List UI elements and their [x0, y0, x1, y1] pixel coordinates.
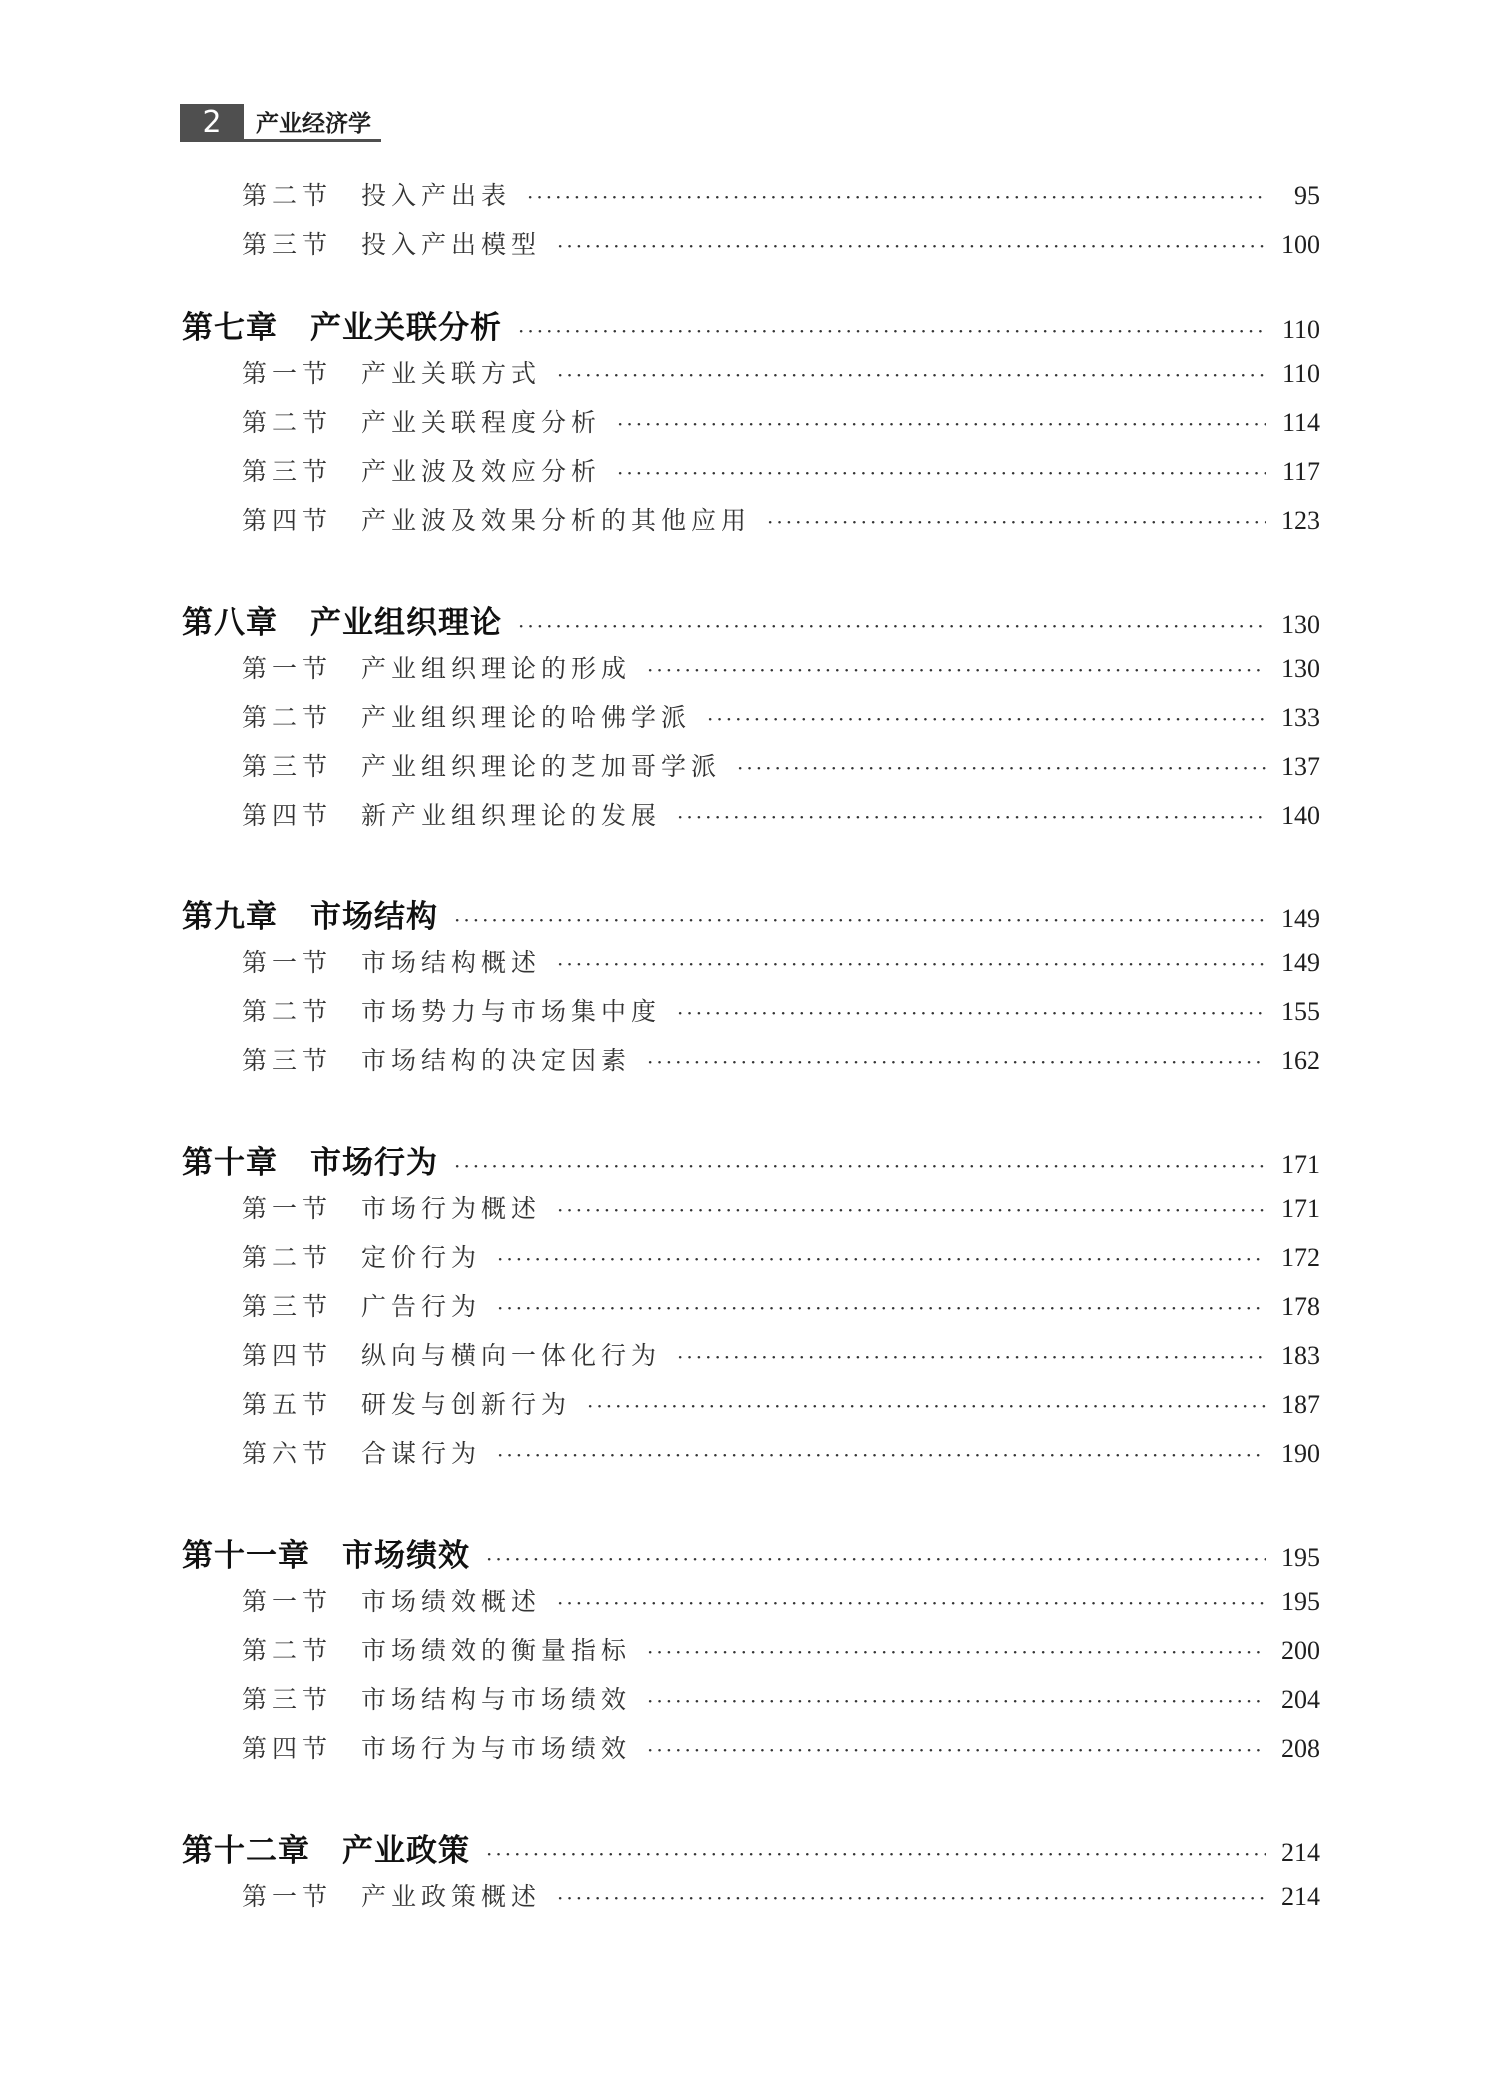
toc-section-row[interactable]	[242, 1287, 1320, 1323]
toc-section-row[interactable]	[242, 943, 1320, 979]
section-title: 市场行为概述	[361, 1194, 542, 1223]
section-title: 产业政策概述	[361, 1882, 542, 1911]
page-ref: 155	[1281, 997, 1320, 1026]
section-title: 产业波及效应分析	[361, 457, 602, 486]
page-ref: 195	[1281, 1543, 1320, 1572]
section-title: 产业组织理论的形成	[361, 654, 632, 683]
page-ref: 171	[1281, 1150, 1320, 1179]
page-ref: 100	[1281, 230, 1320, 259]
section-number: 第三节	[242, 1685, 333, 1714]
page-ref: 149	[1281, 948, 1320, 977]
section-title: 合谋行为	[361, 1439, 482, 1468]
dot-leader	[486, 1844, 1266, 1864]
section-title: 市场结构与市场绩效	[361, 1685, 632, 1714]
toc-section-row[interactable]	[242, 225, 1320, 261]
toc-section-row[interactable]	[242, 1238, 1320, 1274]
toc-section-row[interactable]	[242, 1729, 1320, 1765]
page-ref: 162	[1281, 1046, 1320, 1075]
toc-section-row[interactable]	[242, 403, 1320, 439]
dot-leader	[454, 910, 1266, 930]
dot-leader	[647, 1642, 1266, 1662]
toc-section-row[interactable]	[242, 1877, 1320, 1913]
page-ref: 130	[1281, 610, 1320, 639]
toc-section-row[interactable]	[242, 501, 1320, 537]
section-number: 第二节	[242, 181, 333, 210]
toc-section-row[interactable]	[242, 354, 1320, 390]
dot-leader	[587, 1396, 1266, 1416]
section-number: 第二节	[242, 997, 333, 1026]
dot-leader	[677, 807, 1266, 827]
dot-leader	[527, 187, 1266, 207]
page-ref: 172	[1281, 1243, 1320, 1272]
dot-leader	[647, 1740, 1266, 1760]
toc-section-row[interactable]	[242, 1336, 1320, 1372]
section-number: 第三节	[242, 1046, 333, 1075]
toc-section-row[interactable]	[242, 698, 1320, 734]
section-title: 纵向与横向一体化行为	[361, 1341, 662, 1370]
toc-section-row[interactable]	[242, 452, 1320, 488]
section-number: 第二节	[242, 1243, 333, 1272]
section-title: 投入产出模型	[361, 230, 542, 259]
toc-section-row[interactable]	[242, 1680, 1320, 1716]
section-title: 投入产出表	[361, 181, 512, 210]
chapter-title: 市场行为	[310, 1145, 438, 1181]
chapter-title: 产业关联分析	[310, 310, 502, 346]
toc-section-row[interactable]	[242, 992, 1320, 1028]
dot-leader	[617, 414, 1266, 434]
page-ref: 190	[1281, 1439, 1320, 1468]
section-title: 产业组织理论的芝加哥学派	[361, 752, 722, 781]
chapter-number: 第八章	[182, 605, 278, 641]
chapter-number: 第九章	[182, 899, 278, 935]
chapter-title: 产业组织理论	[310, 605, 502, 641]
dot-leader	[677, 1347, 1266, 1367]
dot-leader	[557, 1888, 1266, 1908]
toc-section-row[interactable]	[242, 1631, 1320, 1667]
section-number: 第一节	[242, 359, 333, 388]
chapter-number: 第十章	[182, 1145, 278, 1181]
section-title: 定价行为	[361, 1243, 482, 1272]
chapter-title: 产业政策	[342, 1833, 470, 1869]
dot-leader	[518, 321, 1266, 341]
dot-leader	[767, 512, 1266, 532]
section-number: 第二节	[242, 408, 333, 437]
dot-leader	[486, 1549, 1266, 1569]
section-title: 广告行为	[361, 1292, 482, 1321]
dot-leader	[707, 709, 1266, 729]
dot-leader	[557, 1593, 1266, 1613]
page-header	[180, 104, 381, 142]
toc-section-row[interactable]	[242, 649, 1320, 685]
toc-section-row[interactable]	[242, 1434, 1320, 1470]
book-title: 产业经济学	[244, 104, 381, 142]
toc-section-row[interactable]	[242, 747, 1320, 783]
section-number: 第一节	[242, 1882, 333, 1911]
section-title: 市场行为与市场绩效	[361, 1734, 632, 1763]
toc-section-row[interactable]	[242, 1385, 1320, 1421]
section-title: 市场结构的决定因素	[361, 1046, 632, 1075]
section-number: 第三节	[242, 752, 333, 781]
page-ref: 140	[1281, 801, 1320, 830]
page-ref: 123	[1281, 506, 1320, 535]
dot-leader	[677, 1003, 1266, 1023]
section-number: 第四节	[242, 1341, 333, 1370]
page-ref: 208	[1281, 1734, 1320, 1763]
section-title: 产业组织理论的哈佛学派	[361, 703, 692, 732]
page-ref: 110	[1281, 359, 1320, 388]
dot-leader	[647, 1691, 1266, 1711]
dot-leader	[737, 758, 1266, 778]
section-number: 第四节	[242, 1734, 333, 1763]
toc-chapter-row[interactable]	[182, 1825, 1320, 1870]
dot-leader	[497, 1298, 1266, 1318]
dot-leader	[557, 954, 1266, 974]
toc-chapter-row[interactable]	[182, 1530, 1320, 1575]
page-ref: 114	[1281, 408, 1320, 437]
section-title: 产业关联程度分析	[361, 408, 602, 437]
page-ref: 187	[1281, 1390, 1320, 1419]
section-title: 市场结构概述	[361, 948, 542, 977]
page-ref: 95	[1294, 181, 1320, 210]
toc-section-row[interactable]	[242, 796, 1320, 832]
section-title: 研发与创新行为	[361, 1390, 572, 1419]
section-title: 市场势力与市场集中度	[361, 997, 662, 1026]
page-number: 2	[180, 104, 244, 142]
toc-chapter-row[interactable]	[182, 1137, 1320, 1182]
section-number: 第一节	[242, 654, 333, 683]
dot-leader	[518, 616, 1266, 636]
dot-leader	[647, 660, 1266, 680]
page-ref: 149	[1281, 904, 1320, 933]
page-ref: 183	[1281, 1341, 1320, 1370]
section-number: 第三节	[242, 457, 333, 486]
page-ref: 214	[1281, 1838, 1320, 1867]
section-number: 第二节	[242, 703, 333, 732]
chapter-number: 第十一章	[182, 1538, 310, 1574]
chapter-title: 市场结构	[310, 899, 438, 935]
page-ref: 117	[1281, 457, 1320, 486]
toc-chapter-row[interactable]	[182, 302, 1320, 347]
page-ref: 178	[1281, 1292, 1320, 1321]
toc-section-row[interactable]	[242, 1189, 1320, 1225]
section-title: 市场绩效的衡量指标	[361, 1636, 632, 1665]
page-ref: 137	[1281, 752, 1320, 781]
page-ref: 133	[1281, 703, 1320, 732]
page-ref: 195	[1281, 1587, 1320, 1616]
section-number: 第一节	[242, 1194, 333, 1223]
section-number: 第六节	[242, 1439, 333, 1468]
page-ref: 204	[1281, 1685, 1320, 1714]
dot-leader	[557, 365, 1266, 385]
chapter-number: 第十二章	[182, 1833, 310, 1869]
section-title: 新产业组织理论的发展	[361, 801, 662, 830]
toc-section-row[interactable]	[242, 1582, 1320, 1618]
toc-section-row[interactable]	[242, 176, 1320, 212]
page-ref: 130	[1281, 654, 1320, 683]
dot-leader	[617, 463, 1266, 483]
section-number: 第一节	[242, 1587, 333, 1616]
section-number: 第二节	[242, 1636, 333, 1665]
toc-chapter-row[interactable]	[182, 891, 1320, 936]
section-number: 第四节	[242, 506, 333, 535]
dot-leader	[497, 1249, 1266, 1269]
dot-leader	[647, 1052, 1266, 1072]
section-number: 第三节	[242, 230, 333, 259]
dot-leader	[557, 1200, 1266, 1220]
page-ref: 110	[1281, 315, 1320, 344]
chapter-number: 第七章	[182, 310, 278, 346]
section-title: 市场绩效概述	[361, 1587, 542, 1616]
toc-section-row[interactable]	[242, 1041, 1320, 1077]
page-ref: 214	[1281, 1882, 1320, 1911]
dot-leader	[454, 1156, 1266, 1176]
toc-chapter-row[interactable]	[182, 597, 1320, 642]
section-title: 产业关联方式	[361, 359, 542, 388]
section-number: 第一节	[242, 948, 333, 977]
section-number: 第四节	[242, 801, 333, 830]
section-number: 第五节	[242, 1390, 333, 1419]
section-number: 第三节	[242, 1292, 333, 1321]
chapter-title: 市场绩效	[342, 1538, 470, 1574]
dot-leader	[557, 236, 1266, 256]
page-ref: 200	[1281, 1636, 1320, 1665]
section-title: 产业波及效果分析的其他应用	[361, 506, 752, 535]
page-ref: 171	[1281, 1194, 1320, 1223]
dot-leader	[497, 1445, 1266, 1465]
